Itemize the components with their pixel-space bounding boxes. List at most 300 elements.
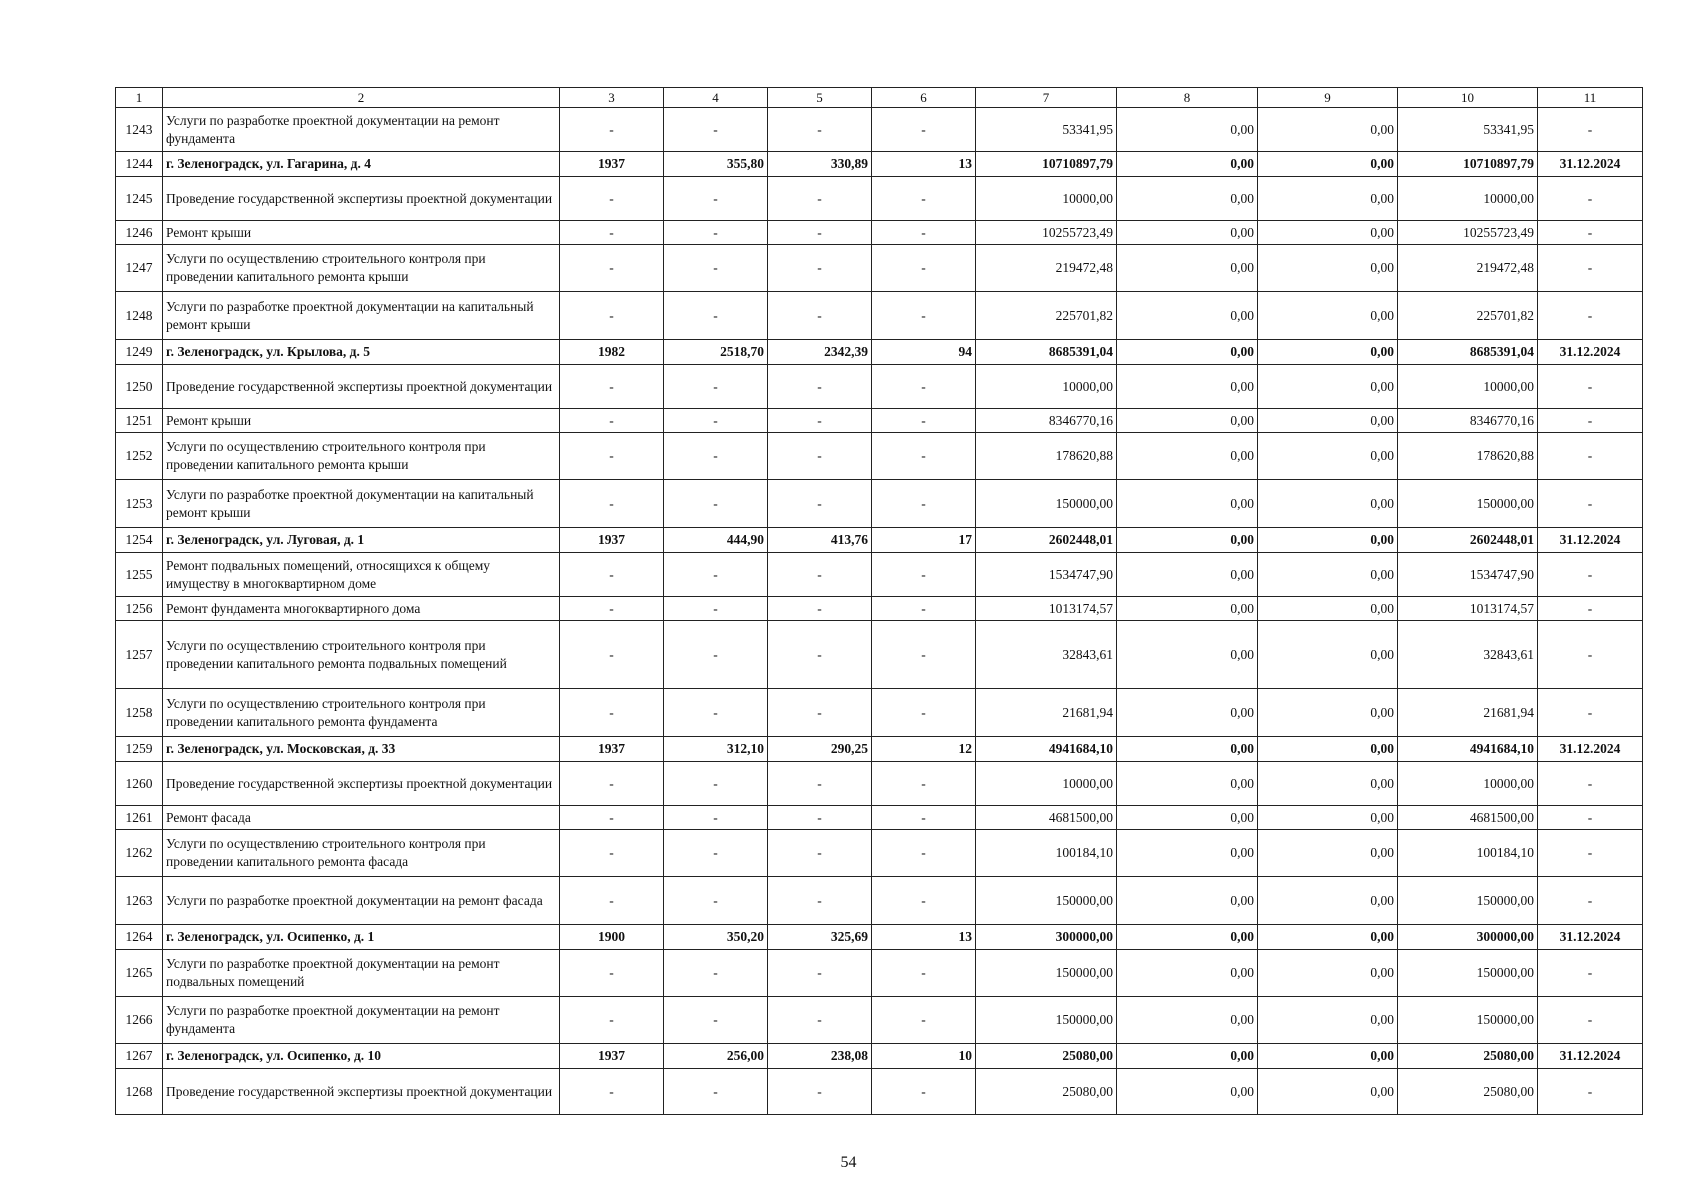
col5-value: -: [768, 597, 872, 621]
col8-amount: 0,00: [1117, 806, 1258, 830]
col7-amount: 2602448,01: [976, 528, 1117, 553]
col8-amount: 0,00: [1117, 480, 1258, 528]
column-header: 8: [1117, 88, 1258, 108]
column-header: 7: [976, 88, 1117, 108]
col3-value: -: [560, 689, 664, 737]
row-number: 1249: [116, 340, 163, 365]
table-row: [116, 177, 1643, 221]
col5-value: -: [768, 553, 872, 597]
col3-value: -: [560, 177, 664, 221]
col6-value: -: [872, 245, 976, 292]
col11-date: -: [1538, 245, 1643, 292]
col4-value: -: [664, 221, 768, 245]
col4-value: 256,00: [664, 1044, 768, 1069]
row-number: 1247: [116, 245, 163, 292]
col10-amount: 150000,00: [1398, 480, 1538, 528]
row-number: 1250: [116, 365, 163, 409]
column-header: 5: [768, 88, 872, 108]
row-description: Услуги по осуществлению строительного контроля при проведении капитального ремонта крыши: [163, 245, 560, 292]
row-number: 1256: [116, 597, 163, 621]
col11-date: -: [1538, 877, 1643, 925]
col4-value: -: [664, 433, 768, 480]
col4-value: -: [664, 177, 768, 221]
col7-amount: 25080,00: [976, 1069, 1117, 1115]
col6-value: -: [872, 108, 976, 152]
col7-amount: 10255723,49: [976, 221, 1117, 245]
col3-value: 1982: [560, 340, 664, 365]
col5-value: 290,25: [768, 737, 872, 762]
col8-amount: 0,00: [1117, 292, 1258, 340]
row-description: г. Зеленоградск, ул. Луговая, д. 1: [163, 528, 560, 553]
col4-value: -: [664, 621, 768, 689]
col8-amount: 0,00: [1117, 108, 1258, 152]
col7-amount: 10000,00: [976, 762, 1117, 806]
col7-amount: 178620,88: [976, 433, 1117, 480]
col6-value: 13: [872, 152, 976, 177]
table-row: [116, 365, 1643, 409]
col11-date: -: [1538, 621, 1643, 689]
col3-value: -: [560, 409, 664, 433]
col9-amount: 0,00: [1258, 409, 1398, 433]
col10-amount: 1013174,57: [1398, 597, 1538, 621]
row-number: 1264: [116, 925, 163, 950]
col5-value: -: [768, 689, 872, 737]
row-description: г. Зеленоградск, ул. Крылова, д. 5: [163, 340, 560, 365]
col9-amount: 0,00: [1258, 737, 1398, 762]
col3-value: 1937: [560, 737, 664, 762]
row-number: 1259: [116, 737, 163, 762]
table-row: [116, 221, 1643, 245]
row-description: Проведение государственной экспертизы проектной документации: [163, 365, 560, 409]
col4-value: -: [664, 245, 768, 292]
table-row: [116, 1069, 1643, 1115]
col4-value: 444,90: [664, 528, 768, 553]
col4-value: -: [664, 409, 768, 433]
col8-amount: 0,00: [1117, 925, 1258, 950]
col9-amount: 0,00: [1258, 433, 1398, 480]
row-description: Услуги по осуществлению строительного контроля при проведении капитального ремонта подвальных помещений: [163, 621, 560, 689]
row-description: Услуги по разработке проектной документации на ремонт фундамента: [163, 997, 560, 1044]
row-number: 1268: [116, 1069, 163, 1115]
col6-value: -: [872, 621, 976, 689]
col3-value: -: [560, 997, 664, 1044]
col8-amount: 0,00: [1117, 1069, 1258, 1115]
column-header: 3: [560, 88, 664, 108]
col4-value: 312,10: [664, 737, 768, 762]
col7-amount: 10000,00: [976, 177, 1117, 221]
col3-value: -: [560, 830, 664, 877]
row-description: Проведение государственной экспертизы проектной документации: [163, 762, 560, 806]
col9-amount: 0,00: [1258, 621, 1398, 689]
col8-amount: 0,00: [1117, 553, 1258, 597]
col10-amount: 150000,00: [1398, 877, 1538, 925]
column-header: 10: [1398, 88, 1538, 108]
col3-value: -: [560, 433, 664, 480]
col3-value: -: [560, 1069, 664, 1115]
table-row: [116, 762, 1643, 806]
row-number: 1252: [116, 433, 163, 480]
col9-amount: 0,00: [1258, 245, 1398, 292]
table-row-address: [116, 737, 1643, 762]
col5-value: -: [768, 830, 872, 877]
col11-date: 31.12.2024: [1538, 340, 1643, 365]
col9-amount: 0,00: [1258, 528, 1398, 553]
col8-amount: 0,00: [1117, 152, 1258, 177]
col9-amount: 0,00: [1258, 177, 1398, 221]
col6-value: -: [872, 409, 976, 433]
col11-date: 31.12.2024: [1538, 737, 1643, 762]
col7-amount: 10710897,79: [976, 152, 1117, 177]
col11-date: 31.12.2024: [1538, 1044, 1643, 1069]
col6-value: 12: [872, 737, 976, 762]
col8-amount: 0,00: [1117, 830, 1258, 877]
col6-value: -: [872, 806, 976, 830]
row-description: Услуги по осуществлению строительного контроля при проведении капитального ремонта фундамента: [163, 689, 560, 737]
col3-value: -: [560, 877, 664, 925]
col3-value: 1937: [560, 152, 664, 177]
table-row-address: [116, 1044, 1643, 1069]
col9-amount: 0,00: [1258, 1044, 1398, 1069]
col10-amount: 219472,48: [1398, 245, 1538, 292]
col10-amount: 32843,61: [1398, 621, 1538, 689]
col4-value: 350,20: [664, 925, 768, 950]
row-number: 1263: [116, 877, 163, 925]
row-number: 1243: [116, 108, 163, 152]
col11-date: -: [1538, 997, 1643, 1044]
col6-value: -: [872, 950, 976, 997]
col6-value: -: [872, 689, 976, 737]
col9-amount: 0,00: [1258, 340, 1398, 365]
col10-amount: 178620,88: [1398, 433, 1538, 480]
col10-amount: 100184,10: [1398, 830, 1538, 877]
col9-amount: 0,00: [1258, 877, 1398, 925]
col6-value: -: [872, 997, 976, 1044]
col9-amount: 0,00: [1258, 689, 1398, 737]
col6-value: -: [872, 877, 976, 925]
row-number: 1261: [116, 806, 163, 830]
row-description: Услуги по разработке проектной документации на капитальный ремонт крыши: [163, 292, 560, 340]
col9-amount: 0,00: [1258, 553, 1398, 597]
table-row: [116, 409, 1643, 433]
col8-amount: 0,00: [1117, 737, 1258, 762]
col8-amount: 0,00: [1117, 621, 1258, 689]
col9-amount: 0,00: [1258, 480, 1398, 528]
col4-value: -: [664, 950, 768, 997]
col11-date: -: [1538, 689, 1643, 737]
col5-value: 330,89: [768, 152, 872, 177]
col9-amount: 0,00: [1258, 108, 1398, 152]
col5-value: -: [768, 621, 872, 689]
col3-value: -: [560, 950, 664, 997]
col10-amount: 1534747,90: [1398, 553, 1538, 597]
row-number: 1253: [116, 480, 163, 528]
col10-amount: 10000,00: [1398, 365, 1538, 409]
col3-value: 1900: [560, 925, 664, 950]
col4-value: 2518,70: [664, 340, 768, 365]
row-number: 1245: [116, 177, 163, 221]
col3-value: -: [560, 553, 664, 597]
col11-date: -: [1538, 830, 1643, 877]
col4-value: -: [664, 830, 768, 877]
row-number: 1262: [116, 830, 163, 877]
col8-amount: 0,00: [1117, 221, 1258, 245]
column-header: 1: [116, 88, 163, 108]
row-description: Услуги по разработке проектной документации на ремонт подвальных помещений: [163, 950, 560, 997]
col6-value: -: [872, 480, 976, 528]
row-number: 1251: [116, 409, 163, 433]
row-number: 1255: [116, 553, 163, 597]
table-row: [116, 245, 1643, 292]
col10-amount: 10000,00: [1398, 177, 1538, 221]
col10-amount: 150000,00: [1398, 950, 1538, 997]
col10-amount: 10255723,49: [1398, 221, 1538, 245]
col3-value: -: [560, 292, 664, 340]
col6-value: -: [872, 433, 976, 480]
col4-value: -: [664, 806, 768, 830]
col7-amount: 32843,61: [976, 621, 1117, 689]
table-row: [116, 433, 1643, 480]
col7-amount: 100184,10: [976, 830, 1117, 877]
row-description: Ремонт подвальных помещений, относящихся к общему имуществу в многоквартирном доме: [163, 553, 560, 597]
col9-amount: 0,00: [1258, 997, 1398, 1044]
col3-value: -: [560, 245, 664, 292]
row-description: Услуги по разработке проектной документации на ремонт фасада: [163, 877, 560, 925]
row-number: 1266: [116, 997, 163, 1044]
col10-amount: 25080,00: [1398, 1069, 1538, 1115]
col10-amount: 53341,95: [1398, 108, 1538, 152]
col7-amount: 1534747,90: [976, 553, 1117, 597]
col3-value: -: [560, 806, 664, 830]
col6-value: -: [872, 553, 976, 597]
col11-date: -: [1538, 762, 1643, 806]
col11-date: -: [1538, 806, 1643, 830]
row-description: Услуги по осуществлению строительного контроля при проведении капитального ремонта фасада: [163, 830, 560, 877]
col9-amount: 0,00: [1258, 830, 1398, 877]
col3-value: -: [560, 108, 664, 152]
column-header: 4: [664, 88, 768, 108]
col8-amount: 0,00: [1117, 177, 1258, 221]
col8-amount: 0,00: [1117, 762, 1258, 806]
col5-value: -: [768, 409, 872, 433]
row-number: 1257: [116, 621, 163, 689]
table-row-address: [116, 925, 1643, 950]
row-description: г. Зеленоградск, ул. Осипенко, д. 10: [163, 1044, 560, 1069]
table-header-row: [116, 88, 1643, 108]
col3-value: -: [560, 597, 664, 621]
row-description: Услуги по осуществлению строительного контроля при проведении капитального ремонта крыши: [163, 433, 560, 480]
col10-amount: 150000,00: [1398, 997, 1538, 1044]
col6-value: -: [872, 830, 976, 877]
col5-value: -: [768, 997, 872, 1044]
col7-amount: 21681,94: [976, 689, 1117, 737]
col5-value: -: [768, 1069, 872, 1115]
col3-value: -: [560, 480, 664, 528]
col8-amount: 0,00: [1117, 950, 1258, 997]
table-row: [116, 830, 1643, 877]
column-header: 6: [872, 88, 976, 108]
col11-date: 31.12.2024: [1538, 925, 1643, 950]
col4-value: -: [664, 762, 768, 806]
row-number: 1254: [116, 528, 163, 553]
col7-amount: 225701,82: [976, 292, 1117, 340]
col9-amount: 0,00: [1258, 806, 1398, 830]
col5-value: -: [768, 365, 872, 409]
col4-value: -: [664, 689, 768, 737]
table-row-address: [116, 528, 1643, 553]
col5-value: -: [768, 877, 872, 925]
col7-amount: 8685391,04: [976, 340, 1117, 365]
col5-value: -: [768, 108, 872, 152]
col6-value: 17: [872, 528, 976, 553]
col7-amount: 1013174,57: [976, 597, 1117, 621]
row-number: 1260: [116, 762, 163, 806]
col9-amount: 0,00: [1258, 1069, 1398, 1115]
col11-date: -: [1538, 433, 1643, 480]
col9-amount: 0,00: [1258, 762, 1398, 806]
col11-date: -: [1538, 365, 1643, 409]
col6-value: -: [872, 292, 976, 340]
col9-amount: 0,00: [1258, 221, 1398, 245]
col7-amount: 25080,00: [976, 1044, 1117, 1069]
row-number: 1246: [116, 221, 163, 245]
row-description: Ремонт крыши: [163, 409, 560, 433]
col8-amount: 0,00: [1117, 409, 1258, 433]
col10-amount: 2602448,01: [1398, 528, 1538, 553]
col4-value: -: [664, 877, 768, 925]
col9-amount: 0,00: [1258, 597, 1398, 621]
table-row: [116, 621, 1643, 689]
col7-amount: 150000,00: [976, 877, 1117, 925]
col4-value: -: [664, 365, 768, 409]
row-description: Ремонт крыши: [163, 221, 560, 245]
col4-value: 355,80: [664, 152, 768, 177]
col9-amount: 0,00: [1258, 950, 1398, 997]
table-row: [116, 997, 1643, 1044]
column-header: 2: [163, 88, 560, 108]
col7-amount: 8346770,16: [976, 409, 1117, 433]
col4-value: -: [664, 1069, 768, 1115]
col5-value: -: [768, 177, 872, 221]
col11-date: -: [1538, 409, 1643, 433]
col4-value: -: [664, 553, 768, 597]
col9-amount: 0,00: [1258, 152, 1398, 177]
col10-amount: 8346770,16: [1398, 409, 1538, 433]
col11-date: -: [1538, 950, 1643, 997]
col10-amount: 300000,00: [1398, 925, 1538, 950]
col11-date: -: [1538, 597, 1643, 621]
col4-value: -: [664, 108, 768, 152]
col3-value: -: [560, 621, 664, 689]
row-description: Услуги по разработке проектной документации на капитальный ремонт крыши: [163, 480, 560, 528]
col8-amount: 0,00: [1117, 877, 1258, 925]
col4-value: -: [664, 480, 768, 528]
col10-amount: 21681,94: [1398, 689, 1538, 737]
col6-value: -: [872, 221, 976, 245]
col7-amount: 150000,00: [976, 997, 1117, 1044]
row-description: г. Зеленоградск, ул. Московская, д. 33: [163, 737, 560, 762]
col3-value: -: [560, 365, 664, 409]
col4-value: -: [664, 997, 768, 1044]
col8-amount: 0,00: [1117, 528, 1258, 553]
col10-amount: 4941684,10: [1398, 737, 1538, 762]
row-description: г. Зеленоградск, ул. Гагарина, д. 4: [163, 152, 560, 177]
col5-value: -: [768, 433, 872, 480]
col11-date: -: [1538, 108, 1643, 152]
col5-value: -: [768, 950, 872, 997]
table-row: [116, 292, 1643, 340]
col5-value: -: [768, 762, 872, 806]
col5-value: 413,76: [768, 528, 872, 553]
col6-value: 13: [872, 925, 976, 950]
table-row: [116, 806, 1643, 830]
col7-amount: 150000,00: [976, 950, 1117, 997]
col7-amount: 150000,00: [976, 480, 1117, 528]
col9-amount: 0,00: [1258, 925, 1398, 950]
col7-amount: 4941684,10: [976, 737, 1117, 762]
table-row: [116, 877, 1643, 925]
col10-amount: 225701,82: [1398, 292, 1538, 340]
col3-value: -: [560, 762, 664, 806]
col6-value: -: [872, 365, 976, 409]
table-row-address: [116, 340, 1643, 365]
col10-amount: 8685391,04: [1398, 340, 1538, 365]
col8-amount: 0,00: [1117, 997, 1258, 1044]
col11-date: 31.12.2024: [1538, 152, 1643, 177]
row-number: 1267: [116, 1044, 163, 1069]
col10-amount: 10710897,79: [1398, 152, 1538, 177]
col5-value: 238,08: [768, 1044, 872, 1069]
col11-date: 31.12.2024: [1538, 528, 1643, 553]
col7-amount: 53341,95: [976, 108, 1117, 152]
row-description: Проведение государственной экспертизы проектной документации: [163, 1069, 560, 1115]
col6-value: -: [872, 597, 976, 621]
table-row: [116, 597, 1643, 621]
table-row: [116, 553, 1643, 597]
data-table: [115, 87, 1643, 1115]
col7-amount: 10000,00: [976, 365, 1117, 409]
col10-amount: 25080,00: [1398, 1044, 1538, 1069]
col7-amount: 4681500,00: [976, 806, 1117, 830]
col5-value: -: [768, 292, 872, 340]
row-number: 1258: [116, 689, 163, 737]
col8-amount: 0,00: [1117, 245, 1258, 292]
column-header: 11: [1538, 88, 1643, 108]
row-description: Ремонт фундамента многоквартирного дома: [163, 597, 560, 621]
row-description: Проведение государственной экспертизы проектной документации: [163, 177, 560, 221]
col5-value: 2342,39: [768, 340, 872, 365]
col3-value: 1937: [560, 1044, 664, 1069]
col6-value: 94: [872, 340, 976, 365]
col9-amount: 0,00: [1258, 365, 1398, 409]
col8-amount: 0,00: [1117, 365, 1258, 409]
table-row: [116, 480, 1643, 528]
col3-value: 1937: [560, 528, 664, 553]
col11-date: -: [1538, 1069, 1643, 1115]
column-header: 9: [1258, 88, 1398, 108]
col11-date: -: [1538, 553, 1643, 597]
col8-amount: 0,00: [1117, 689, 1258, 737]
col11-date: -: [1538, 292, 1643, 340]
row-description: г. Зеленоградск, ул. Осипенко, д. 1: [163, 925, 560, 950]
col8-amount: 0,00: [1117, 597, 1258, 621]
row-description: Ремонт фасада: [163, 806, 560, 830]
table-row: [116, 108, 1643, 152]
table-row-address: [116, 152, 1643, 177]
col5-value: -: [768, 245, 872, 292]
col10-amount: 10000,00: [1398, 762, 1538, 806]
col8-amount: 0,00: [1117, 1044, 1258, 1069]
col7-amount: 300000,00: [976, 925, 1117, 950]
